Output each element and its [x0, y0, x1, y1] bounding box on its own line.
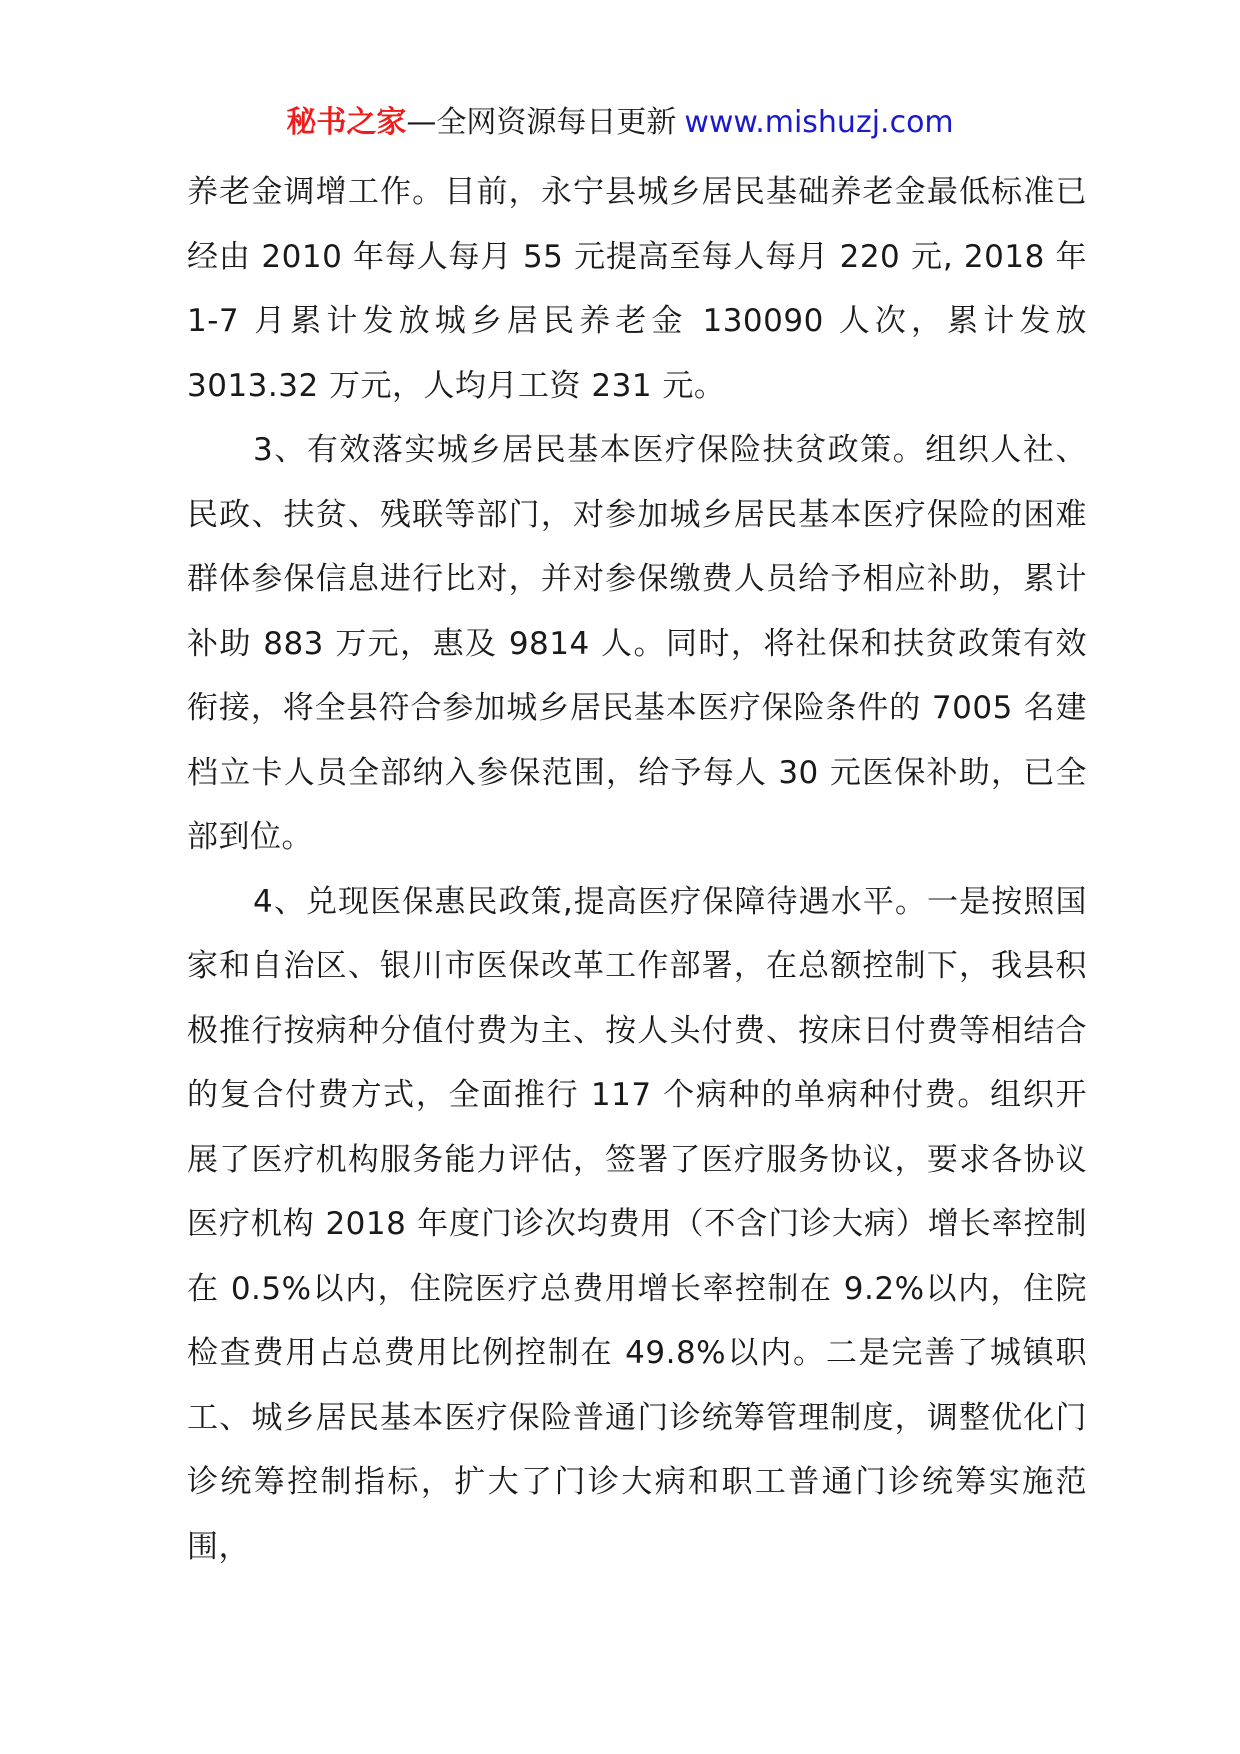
- paragraph-medical-insurance-benefits: 4、兑现医保惠民政策,提高医疗保障待遇水平。一是按照国家和自治区、银川市医保改革工作部署，在总额控制下，我县积极推行按病种分值付费为主、按人头付费、按床日付费等相结合的复合付费方式，全面推行 117 个病种的单病种付费。组织开展了医疗机构服务能力评估，签署了医疗服务协议，要求各协议医疗机构 2018 年度门诊次均费用（不含门诊大病）增长率控制在 0.5%以内，住院医疗总费用增长率控制在 9.2%以内，住院检查费用占总费用比例控制在 49.8%以内。二是完善了城镇职工、城乡居民基本医疗保险普通门诊统筹管理制度，调整优化门诊统筹控制指标，扩大了门诊大病和职工普通门诊统筹实施范围，: [187, 883, 1087, 1565]
- document-header: [0, 100, 1240, 146]
- site-brand: 秘书之家: [286, 105, 407, 140]
- site-url-link[interactable]: www.mishuzj.com: [684, 105, 954, 140]
- site-slogan: —全网资源每日更新: [406, 105, 677, 140]
- document-body: [187, 160, 1087, 1579]
- paragraph-medical-insurance-poverty: 3、有效落实城乡居民基本医疗保险扶贫政策。组织人社、民政、扶贫、残联等部门，对参加城乡居民基本医疗保险的困难群体参保信息进行比对，并对参保缴费人员给予相应补助，累计补助 883 万元，惠及 9814 人。同时，将社保和扶贫政策有效衔接，将全县符合参加城乡居民基本医疗保险条件的 7005 名建档立卡人员全部纳入参保范围，给予每人 30 元医保补助，已全部到位。: [187, 432, 1087, 855]
- paragraph-pension-continued: 养老金调增工作。目前，永宁县城乡居民基础养老金最低标准已经由 2010 年每人每月 55 元提高至每人每月 220 元, 2018 年 1-7 月累计发放城乡居民养老金 130090 人次，累计发放 3013.32 万元，人均月工资 231 元。: [187, 174, 1087, 404]
